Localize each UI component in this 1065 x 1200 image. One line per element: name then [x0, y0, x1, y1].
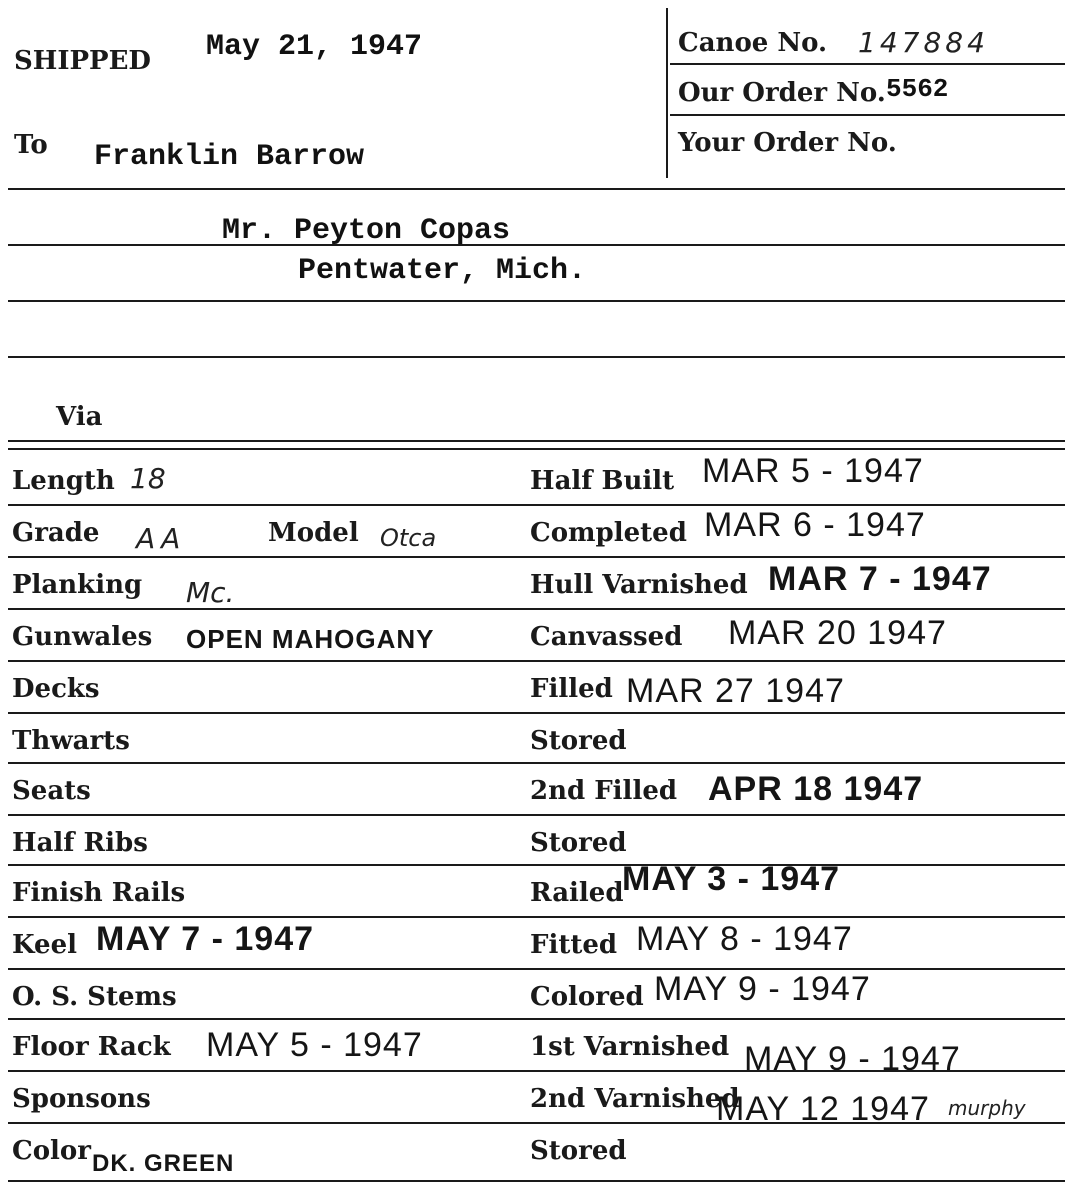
row-rule	[8, 712, 1065, 714]
row-rule	[8, 1180, 1065, 1182]
stored-label-2: Stored	[530, 828, 627, 858]
color-value: DK. GREEN	[92, 1150, 235, 1177]
thwarts-label: Thwarts	[12, 726, 130, 756]
our-order-label: Our Order No.	[678, 78, 886, 108]
row-rule	[8, 864, 1065, 866]
stored-label-3: Stored	[530, 1136, 627, 1166]
row-rule	[8, 1070, 1065, 1072]
via-rule-top	[8, 440, 1065, 442]
second-filled-label: 2nd Filled	[530, 776, 678, 806]
fitted-label: Fitted	[530, 930, 618, 960]
second-varnished-value: MAY 12 1947	[716, 1090, 930, 1128]
canvassed-value: MAR 20 1947	[728, 614, 947, 652]
second-filled-value: APR 18 1947	[708, 770, 924, 808]
completed-value: MAR 6 - 1947	[704, 506, 926, 544]
floor-rack-label: Floor Rack	[12, 1032, 171, 1062]
to-label: To	[14, 130, 48, 160]
half-built-label: Half Built	[530, 466, 675, 496]
shipped-label: SHIPPED	[14, 46, 151, 76]
grade-label: Grade	[12, 518, 100, 548]
address-rule-3	[8, 356, 1065, 358]
row-rule	[8, 1018, 1065, 1020]
grade-value: AA	[136, 522, 187, 555]
your-order-label: Your Order No.	[678, 128, 897, 158]
railed-value: MAY 3 - 1947	[622, 860, 841, 898]
sponsons-label: Sponsons	[12, 1084, 151, 1114]
os-stems-label: O. S. Stems	[12, 982, 177, 1012]
model-label: Model	[268, 518, 359, 548]
to-name: Franklin Barrow	[94, 140, 365, 174]
row-rule	[8, 916, 1065, 918]
header-rule	[8, 188, 1065, 190]
canoe-number: 147884	[858, 26, 989, 59]
row-rule	[8, 1122, 1065, 1124]
row-rule	[8, 556, 1065, 558]
second-varnished-label: 2nd Varnished	[530, 1084, 740, 1114]
planking-value: Mc.	[186, 576, 235, 609]
address-line-1: Mr. Peyton Copas	[222, 214, 511, 248]
address-line-2: Pentwater, Mich.	[298, 254, 587, 288]
finish-rails-label: Finish Rails	[12, 878, 186, 908]
row-rule	[8, 660, 1065, 662]
half-ribs-label: Half Ribs	[12, 828, 148, 858]
planking-label: Planking	[12, 570, 143, 600]
row-rule	[8, 608, 1065, 610]
gunwales-value: OPEN MAHOGANY	[186, 624, 435, 654]
seats-label: Seats	[12, 776, 91, 806]
via-rule-bottom	[8, 448, 1065, 450]
canoe-rule	[670, 63, 1065, 65]
row-rule	[8, 762, 1065, 764]
shipped-date: May 21, 1947	[206, 30, 423, 64]
stored-label-1: Stored	[530, 726, 627, 756]
canoe-number-label: Canoe No.	[678, 28, 828, 58]
colored-value: MAY 9 - 1947	[654, 970, 871, 1008]
row-rule	[8, 504, 1065, 506]
our-order-number: 5562	[886, 74, 949, 104]
hull-varnished-label: Hull Varnished	[530, 570, 748, 600]
filled-value: MAR 27 1947	[626, 672, 845, 710]
row-rule	[8, 968, 1065, 970]
decks-label: Decks	[12, 674, 100, 704]
first-varnished-label: 1st Varnished	[530, 1032, 730, 1062]
our-order-rule	[670, 114, 1065, 116]
address-rule-1	[8, 244, 1065, 246]
color-label: Color	[12, 1136, 91, 1166]
length-label: Length	[12, 466, 115, 496]
railed-label: Railed	[530, 878, 624, 908]
hull-varnished-value: MAR 7 - 1947	[768, 560, 992, 598]
header-divider	[666, 8, 668, 178]
address-rule-2	[8, 300, 1065, 302]
via-label: Via	[56, 402, 103, 432]
canvassed-label: Canvassed	[530, 622, 683, 652]
row-rule	[8, 814, 1065, 816]
colored-label: Colored	[530, 982, 644, 1012]
model-value: Otca	[380, 524, 437, 552]
floor-rack-value: MAY 5 - 1947	[206, 1026, 423, 1064]
completed-label: Completed	[530, 518, 687, 548]
filled-label: Filled	[530, 674, 613, 704]
gunwales-label: Gunwales	[12, 622, 153, 652]
signature: murphy	[948, 1096, 1026, 1120]
keel-value: MAY 7 - 1947	[96, 920, 315, 958]
half-built-value: MAR 5 - 1947	[702, 452, 924, 490]
keel-label: Keel	[12, 930, 77, 960]
fitted-value: MAY 8 - 1947	[636, 920, 853, 958]
length-value: 18	[130, 462, 166, 495]
first-varnished-value: MAY 9 - 1947	[744, 1040, 961, 1078]
